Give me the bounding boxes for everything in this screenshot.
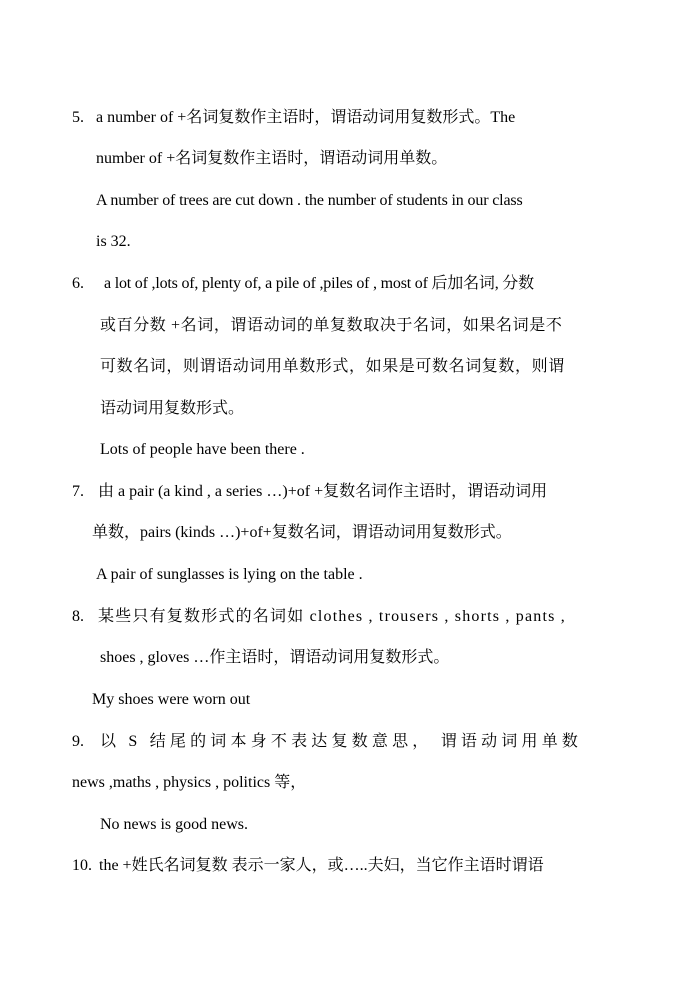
item-7-example: A pair of sunglasses is lying on the table . xyxy=(96,566,363,583)
item-7-number: 7. xyxy=(72,483,84,500)
item-10-line-1: the +姓氏名词复数 表示一家人，或…..夫妇，当它作主语时谓语 xyxy=(99,857,544,874)
item-7-line-2: 单数，pairs (kinds …)+of+复数名词，谓语动词用复数形式。 xyxy=(92,524,512,541)
item-10-number: 10. xyxy=(72,857,92,874)
item-9-line-2: news ,maths , physics , politics 等， xyxy=(72,774,307,791)
item-7-line-1: 由 a pair (a kind , a series …)+of +复数名词作主语时，谓语动词用 xyxy=(98,483,548,500)
item-5-example-2: is 32. xyxy=(96,233,131,250)
item-5-number: 5. xyxy=(72,109,84,126)
item-5-example-1: A number of trees are cut down . the number of students in our class xyxy=(96,192,523,209)
item-8-number: 8. xyxy=(72,608,84,625)
item-6-line-3: 可数名词，则谓语动词用单数形式，如果是可数名词复数，则谓 xyxy=(100,358,565,375)
item-8-example: My shoes were worn out xyxy=(92,691,251,708)
item-6-number: 6. xyxy=(72,275,84,292)
item-9-number: 9. xyxy=(72,733,84,750)
item-9-example: No news is good news. xyxy=(100,816,248,833)
item-6-example: Lots of people have been there . xyxy=(100,441,305,458)
item-5-line-1-text: a number of +名词复数作主语时，谓语动词用复数形式。The xyxy=(96,109,516,126)
item-9-line-1: 以 S 结尾的词本身不表达复数意思， 谓语动词用单数 xyxy=(100,733,583,750)
item-5-line-2: number of +名词复数作主语时，谓语动词用单数。 xyxy=(96,150,448,167)
item-8-line-2: shoes , gloves …作主语时，谓语动词用复数形式。 xyxy=(100,649,450,666)
item-6-line-1: a lot of ,lots of, plenty of, a pile of ,piles of , most of 后加名词, 分数 xyxy=(104,275,534,292)
item-8-line-1: 某些只有复数形式的名词如 clothes , trousers , shorts , pants , xyxy=(98,608,566,625)
item-6-line-4: 语动词用复数形式。 xyxy=(100,400,245,417)
item-5-line-1 xyxy=(96,107,623,129)
item-6-line-2: 或百分数 +名词，谓语动词的单复数取决于名词，如果名词是不 xyxy=(100,317,563,334)
